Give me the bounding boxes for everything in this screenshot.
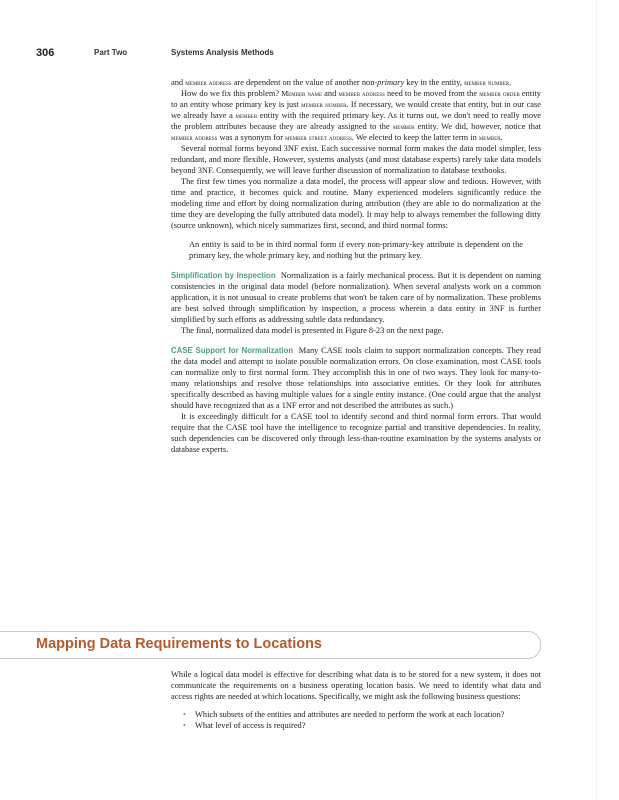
simplification-subhead: Simplification by Inspection	[171, 271, 276, 280]
emphasis: primary	[377, 78, 405, 87]
term: member	[235, 111, 258, 120]
term: member order	[479, 89, 520, 98]
final-model-paragraph: The final, normalized data model is presented in Figure 8-23 on the next page.	[181, 326, 444, 335]
text-run: and	[322, 89, 339, 98]
text-run: key in the entity,	[404, 78, 465, 87]
page-edge-rule	[596, 0, 597, 800]
text-run: and	[171, 78, 186, 87]
list-item	[171, 709, 541, 720]
business-questions-list	[171, 709, 541, 731]
term: Member name	[281, 89, 323, 98]
page-number: 306	[36, 47, 55, 59]
text-run: entity to an entity whose primary key is just	[171, 89, 541, 109]
text-run: need to be moved from the	[384, 89, 480, 98]
term: member address	[185, 78, 232, 87]
text-run: are dependent on the value of another non-	[231, 78, 378, 87]
list-item-text: What level of access is required?	[195, 721, 306, 730]
text-run: . We elected to keep the latter term in	[351, 133, 479, 142]
term: member address	[171, 133, 218, 142]
simplification-text: Normalization is a fairly mechanical process. But it is dependent on naming consistencies in the original data model (before normalization). When several analysts work on a common application, it is not unusual to create problems that won't be taken care of by normalization. These problems are best solved through simplification by inspection, a process wherein a data entity in 3NF is further simplified by such efforts as addressing subtle data redundancy.	[171, 271, 542, 324]
block-quote: An entity is said to be in third normal form if every non-primary-key attribute is dependent on the primary key, the whole primary key, and nothing but the primary key.	[189, 240, 523, 260]
text-run: .	[509, 78, 512, 87]
term: member number	[301, 100, 347, 109]
main-text-column	[171, 77, 541, 455]
text-run: entity with the required primary key. As it turns out, we don't need to really move the problem attributes because they are already assigned to the	[171, 111, 542, 131]
list-item-text: Which subsets of the entities and attributes are needed to perform the work at each location?	[195, 710, 505, 719]
section-heading-bar	[0, 631, 541, 659]
simplification-paragraph	[171, 270, 541, 325]
section-text-column	[171, 669, 541, 731]
term: member address	[338, 89, 385, 98]
term: member	[478, 133, 501, 142]
text-run: . If necessary, we would create that entity, but in our case we already have a	[171, 100, 541, 120]
paragraph-2	[171, 88, 541, 143]
paragraph-4: The first few times you normalize a data model, the process will appear slow and tedious. However, with time and practice, it becomes quick and routine. Many experienced modelers significantly reduce the modeling time and effort by doing normalization during attribution (they are able to do normalization at the time they are developing the fully attributed data model). It may help to always remember the following ditty (source unknown), which nicely summarizes first, second, and third normal forms:	[171, 177, 541, 230]
text-run: entity. We did, however, notice that	[414, 122, 541, 131]
term: member number	[464, 78, 510, 87]
section-heading: Mapping Data Requirements to Locations	[36, 636, 322, 652]
bullet-icon: •	[183, 710, 186, 719]
case-paragraph	[171, 345, 541, 411]
section-intro: While a logical data model is effective for describing what data is to be stored for a new system, it does not communicate the requirements on a business operating location basis. We need to identify what data and access rights are needed at which locations. Specifically, we might ask the following business questions:	[171, 670, 541, 701]
case-subhead: CASE Support for Normalization	[171, 346, 294, 355]
list-item	[171, 720, 541, 731]
text-run: How do we fix this problem?	[181, 89, 282, 98]
running-section-title: Systems Analysis Methods	[171, 48, 274, 57]
bullet-icon: •	[183, 721, 186, 730]
term: member street address	[285, 133, 352, 142]
paragraph-1	[171, 77, 541, 88]
paragraph-3: Several normal forms beyond 3NF exist. Each successive normal form makes the data model simpler, less redundant, and more flexible. However, systems analysts (and most database experts) rarely take data models beyond 3NF. Consequently, we will leave further discussion of normalization to database textbooks.	[171, 144, 541, 175]
running-header	[0, 47, 619, 63]
text-run: .	[500, 133, 503, 142]
part-label: Part Two	[94, 48, 128, 57]
term: member	[392, 122, 415, 131]
text-run: was a synonym for	[217, 133, 286, 142]
case-paragraph-2: It is exceedingly difficult for a CASE tool to identify second and third normal form errors. That would require that the CASE tool have the intelligence to recognize partial and transitive dependencies. In reality, such dependencies can be discovered only through less-than-routine examination by the systems analysts or database experts.	[171, 412, 541, 454]
case-text: Many CASE tools claim to support normalization concepts. They read the data model and attempt to isolate possible normalization errors. On close examination, most CASE tools can normalize only to first normal form. They accomplish this in one of two ways. They look for many-to-many relationships and resolve those relationships into associative entities. Or they look for attributes specifically described as having multiple values for a single entity instance. (One could argue that the analyst should have recognized that as a 1NF error and not described the attributes as such.)	[171, 346, 541, 410]
